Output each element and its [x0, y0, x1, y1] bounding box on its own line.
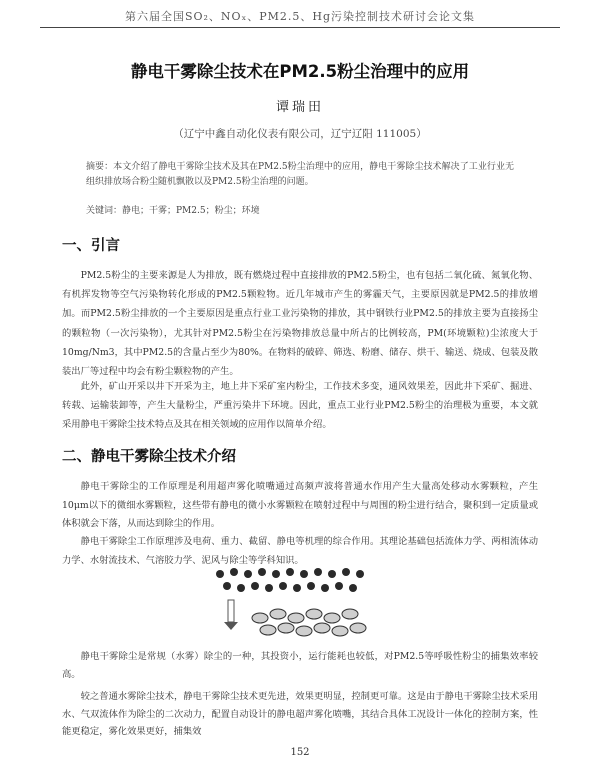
charged-droplet-group [216, 568, 364, 592]
paragraph-intro-1: PM2.5粉尘的主要来源是人为排放，既有燃烧过程中直接排放的PM2.5粉尘，也有包括二氧化硫、氮氧化物、有机挥发物等空气污染物转化形成的PM2.5颗粒物。近几年城市产生的雾霾天气，主要原因就是PM2.5的排放增加。而PM2.5粉尘排放的一个主要原因是重点行业工业污染物的排放，其中钢铁行业PM2.5的排放主要为直接扬尘的颗粒物（一次污染物），尤其针对PM2.5粉尘在污染物排放总量中所占的比例较高，PM(环境颗粒)尘浓度大于10mg/Nm3，其中PM2.5的含量占至少为80%。在物料的破碎、筛选、粉磨、储存、烘干、输送、烧成、包装及散装出厂等过程中均会有粉尘颗粒物的产生。 [62, 270, 538, 378]
paragraph-tech-1: 静电干雾除尘的工作原理是利用超声雾化喷嘴通过高频声波将普通水作用产生大量高处移动水雾颗粒，产生10μm以下的微细水雾颗粒，这些带有静电的微小水雾颗粒在喷射过程中与周围的粉尘进行结合，聚积到一定质量或体积就会下落，从而达到除尘的作用。 [62, 481, 538, 529]
author: 谭瑞田 [275, 100, 324, 115]
agglomerated-particle-group [252, 609, 366, 636]
paragraph-figure-caption: 静电干雾除尘是常规（水雾）除尘的一种，其投资小，运行能耗也较低，对PM2.5等呼吸性粉尘的捕集效率较高。 [62, 651, 538, 680]
section-heading-technology: 二、静电干雾除尘技术介绍 [62, 449, 236, 465]
header-rule [40, 27, 560, 28]
section-heading-intro: 一、引言 [62, 238, 120, 254]
down-arrow-icon [224, 600, 238, 630]
keywords: 关键词：静电；干雾；PM2.5；粉尘；环境 [86, 206, 260, 216]
affiliation: （辽宁中鑫自动化仪表有限公司，辽宁辽阳 111005） [173, 128, 427, 140]
droplet-figure [180, 566, 420, 641]
paper-title: 静电干雾除尘技术在PM2.5粉尘治理中的应用 [130, 62, 470, 81]
paragraph-intro-2: 此外，矿山开采以井下开采为主，地上井下采矿室内粉尘，工作技术多变，通风效果差，因此井下采矿、掘进、转载、运输装卸等，产生大量粉尘，严重污染井下环境。因此，重点工业行业PM2.5粉尘的治理极为重要，本文就采用静电干雾除尘技术特点及其在相关领域的应用作以简单介绍。 [62, 381, 538, 431]
abstract: 摘要：本文介绍了静电干雾除尘技术及其在PM2.5粉尘治理中的应用，静电干雾除尘技术解决了工业行业无组织排放场合粉尘随机飘散以及PM2.5粉尘治理的问题。 [86, 162, 514, 187]
page-number: 152 [290, 747, 310, 758]
paragraph-comparison: 较之普通水雾除尘技术，静电干雾除尘技术更先进，效果更明显，控制更可靠。这是由于静电干雾除尘技术采用水、气双流体作为除尘的二次动力，配置自动设计的静电超声雾化喷嘴，其结合具体工况设计一体化的控制方案，性能更稳定，雾化效果更好，捕集效 [62, 691, 538, 737]
paragraph-tech-2: 静电干雾除尘工作原理涉及电荷、重力、截留、静电等机理的综合作用。其理论基础包括流体力学、两相流体动力学、水射流技术、气溶胶力学、泥风与除尘等学科知识。 [62, 536, 538, 566]
running-head: 第六届全国SO₂、NOₓ、PM2.5、Hg污染控制技术研讨会论文集 [124, 10, 476, 23]
